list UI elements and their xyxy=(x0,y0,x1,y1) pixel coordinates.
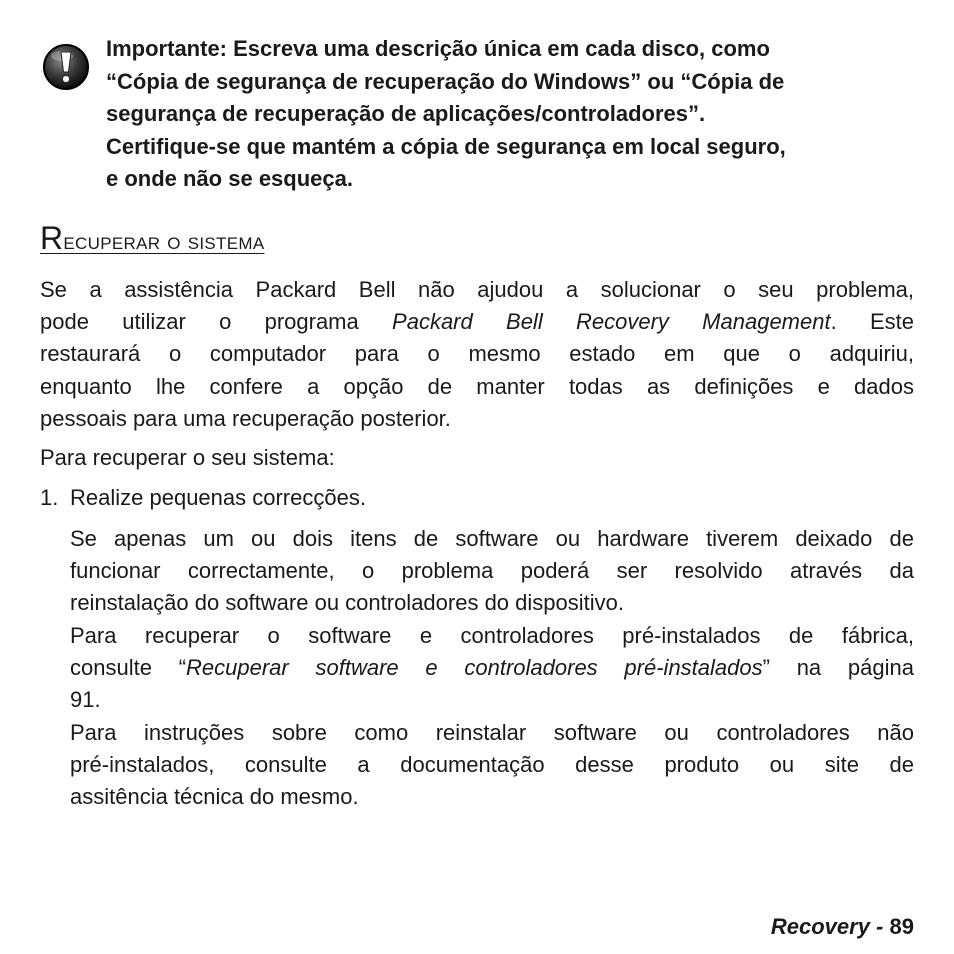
step-item xyxy=(40,482,914,514)
notice-line: Importante: Escreva uma descrição única em cada disco, como xyxy=(106,36,770,61)
notice-line: Certifique-se que mantém a cópia de segurança em local seguro, xyxy=(106,133,786,159)
intro-line: enquanto lhe confere a opção de manter todas as definições e dados xyxy=(40,373,914,399)
paragraph-line: 91. xyxy=(70,687,101,713)
intro-line: pessoais para uma recuperação posterior. xyxy=(40,405,451,431)
notice-line: “Cópia de segurança de recuperação do Windows” ou “Cópia de xyxy=(106,68,785,94)
paragraph-line xyxy=(70,652,914,684)
page-number: 89 xyxy=(889,914,914,939)
notice-line: e onde não se esqueça. xyxy=(106,166,353,191)
step-paragraph-3 xyxy=(70,717,914,814)
p2-line2-post: ” na página xyxy=(762,655,914,681)
paragraph-line: pré-instalados, consulte a documentação desse produto ou site de xyxy=(70,752,914,778)
intro-line: restaurará o computador para o mesmo estado em que o adquiriu, xyxy=(40,341,914,367)
intro-line2-post: . Este xyxy=(830,309,915,335)
exclamation-icon xyxy=(40,41,92,93)
cross-reference-link[interactable]: Recuperar software e controladores pré-instalados xyxy=(186,655,763,681)
page-footer xyxy=(771,914,914,940)
important-notice xyxy=(40,33,914,196)
footer-label: Recovery - xyxy=(770,914,884,939)
notice-text xyxy=(106,33,914,196)
p2-line2-pre: consulte “ xyxy=(70,655,187,681)
paragraph-line: Se apenas um ou dois itens de software ou hardware tiverem deixado de xyxy=(70,526,914,551)
lead-text: Para recuperar o seu sistema: xyxy=(40,445,335,470)
paragraph-line: Para recuperar o software e controladores pré-instalados de fábrica, xyxy=(70,623,914,648)
intro-line2-pre: pode utilizar o programa xyxy=(40,309,393,335)
paragraph-line: funcionar correctamente, o problema poderá ser resolvido através da xyxy=(70,558,914,584)
section-title-rest: ecuperar o sistema xyxy=(63,228,265,255)
step-text: Realize pequenas correcções. xyxy=(70,485,366,510)
intro-line: Se a assistência Packard Bell não ajudou a solucionar o seu problema, xyxy=(40,277,914,302)
section-title xyxy=(40,218,264,262)
notice-line: segurança de recuperação de aplicações/controladores”. xyxy=(106,101,706,126)
step-paragraph-2 xyxy=(70,620,914,717)
intro-line xyxy=(40,306,914,338)
paragraph-line: reinstalação do software ou controladores do dispositivo. xyxy=(70,590,624,616)
program-name: Packard Bell Recovery Management xyxy=(392,309,831,335)
step-paragraph-1 xyxy=(70,523,914,620)
step-number: 1. xyxy=(40,485,59,510)
intro-paragraph xyxy=(40,274,914,435)
section-title-initial: R xyxy=(40,220,64,256)
paragraph-line: Para instruções sobre como reinstalar software ou controladores não xyxy=(70,720,914,745)
paragraph-line: assitência técnica do mesmo. xyxy=(70,784,359,810)
